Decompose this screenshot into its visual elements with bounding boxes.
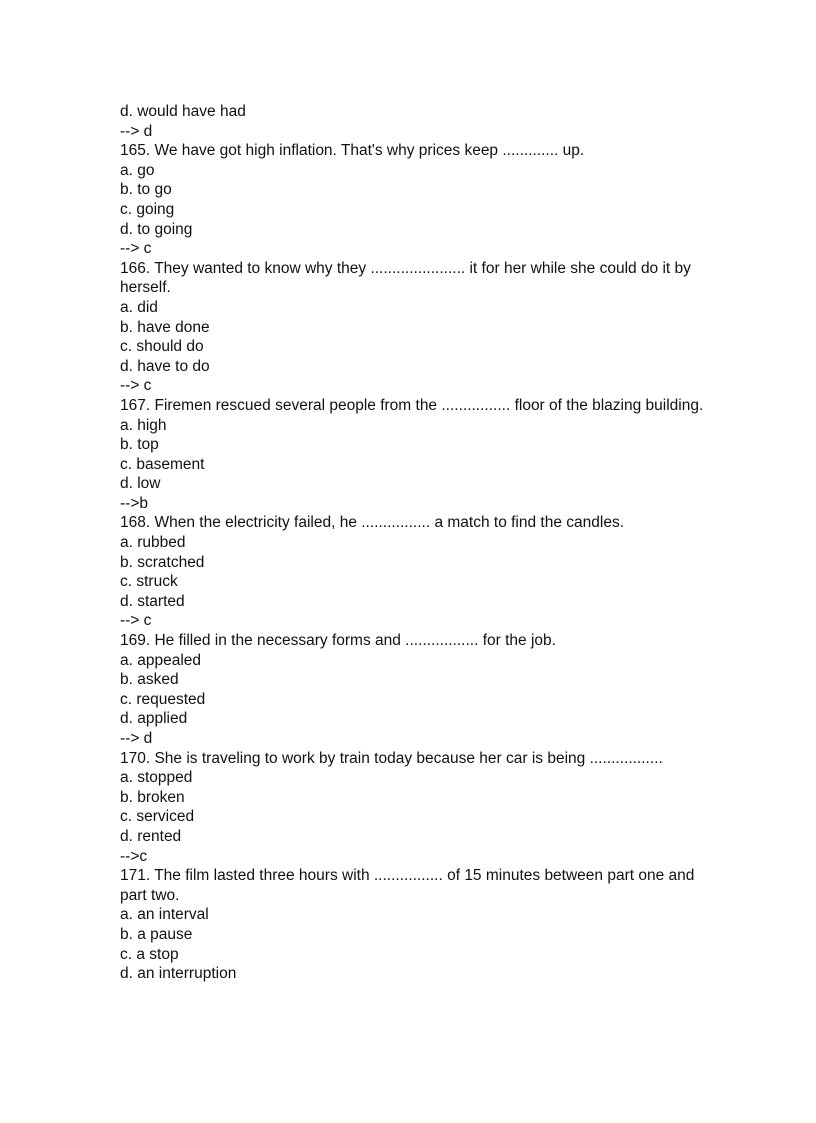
option-d: d. to going <box>120 220 193 238</box>
question-stem: 165. We have got high inflation. That's why prices keep ............. up. <box>120 142 585 160</box>
option-d: d. rented <box>120 827 182 845</box>
option-a: a. appealed <box>120 651 202 669</box>
lead-option: d. would have had <box>120 103 246 120</box>
question-stem: 170. She is traveling to work by train today because her car is being ................. <box>120 749 663 767</box>
option-a: a. high <box>120 416 167 434</box>
option-b: b. scratched <box>120 553 205 571</box>
question-166 <box>120 259 720 396</box>
option-a: a. did <box>120 298 158 316</box>
option-a: a. go <box>120 161 155 179</box>
document-page <box>120 102 720 984</box>
option-c: c. basement <box>120 455 205 473</box>
option-a: a. stopped <box>120 769 193 787</box>
option-d: d. low <box>120 475 161 493</box>
answer-key: --> c <box>120 240 152 258</box>
answer-key: --> c <box>120 612 152 630</box>
option-c: c. going <box>120 200 175 218</box>
option-b: b. a pause <box>120 925 193 943</box>
option-b: b. have done <box>120 318 210 336</box>
option-b: b. asked <box>120 671 179 689</box>
option-d: d. applied <box>120 710 188 728</box>
answer-key: --> c <box>120 377 152 395</box>
question-stem: 167. Firemen rescued several people from the ................ floor of the blazing building. <box>120 396 704 414</box>
question-stem: 169. He filled in the necessary forms and ................. for the job. <box>120 632 556 650</box>
lead-answer: --> d <box>120 122 153 140</box>
option-b: b. top <box>120 436 159 454</box>
question-stem: 166. They wanted to know why they ...................... it for her while she could do it by herself. <box>120 259 696 297</box>
option-b: b. broken <box>120 788 185 806</box>
option-d: d. have to do <box>120 357 210 375</box>
answer-key: --> d <box>120 730 153 747</box>
option-d: d. started <box>120 592 185 610</box>
question-170 <box>120 749 720 867</box>
option-b: b. to go <box>120 181 172 199</box>
question-167 <box>120 396 720 514</box>
question-stem: 171. The film lasted three hours with ................ of 15 minutes between part one and part two. <box>120 867 699 904</box>
question-168 <box>120 513 720 631</box>
question-165 <box>120 141 720 259</box>
option-c: c. a stop <box>120 945 179 963</box>
answer-key: -->c <box>120 847 148 865</box>
question-stem: 168. When the electricity failed, he ................ a match to find the candles. <box>120 514 625 532</box>
option-c: c. struck <box>120 573 178 591</box>
option-a: a. an interval <box>120 906 209 924</box>
question-169 <box>120 631 720 749</box>
option-c: c. serviced <box>120 808 195 826</box>
option-c: c. should do <box>120 338 204 356</box>
option-a: a. rubbed <box>120 534 186 552</box>
question-171 <box>120 866 720 984</box>
option-d: d. an interruption <box>120 965 237 983</box>
option-c: c. requested <box>120 690 206 708</box>
answer-key: -->b <box>120 494 148 512</box>
